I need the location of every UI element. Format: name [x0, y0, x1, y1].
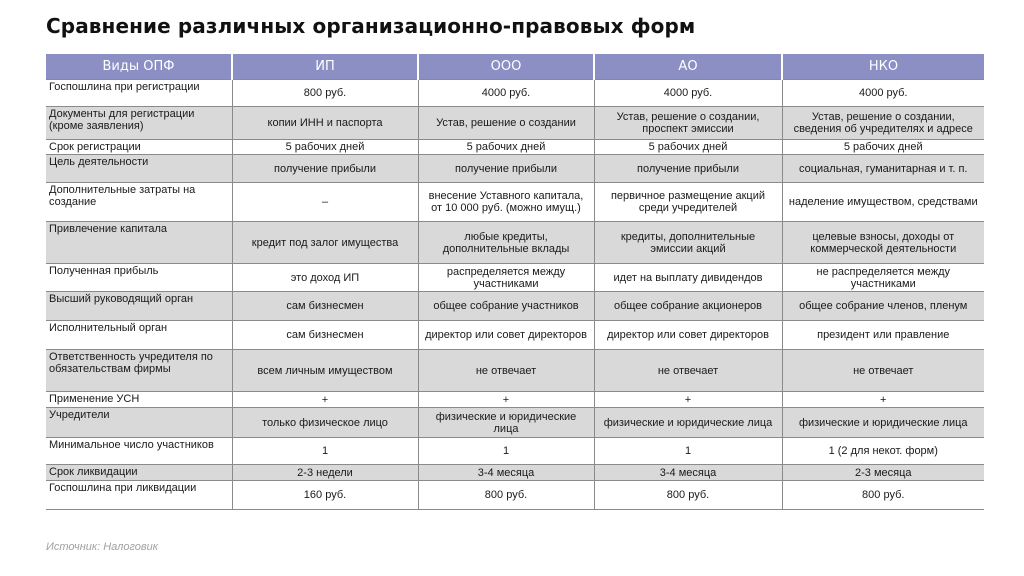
- table-cell: физические и юридические лица: [782, 408, 984, 438]
- table-cell: сам бизнесмен: [232, 292, 418, 321]
- table-cell: кредит под залог имущества: [232, 222, 418, 264]
- table-cell: не распределяется между участниками: [782, 264, 984, 292]
- table-cell: 2-3 месяца: [782, 465, 984, 481]
- row-label: Высший руководящий орган: [46, 292, 232, 321]
- table-cell: +: [782, 392, 984, 408]
- table-cell: получение прибыли: [418, 155, 594, 183]
- table-cell: 800 руб.: [418, 481, 594, 510]
- table-cell: 4000 руб.: [418, 80, 594, 107]
- table-cell: +: [232, 392, 418, 408]
- table-cell: 4000 руб.: [594, 80, 782, 107]
- table-cell: 5 рабочих дней: [232, 140, 418, 155]
- row-label: Срок регистрации: [46, 140, 232, 155]
- header-cell-ooo: ООО: [418, 54, 594, 80]
- table-cell: всем личным имуществом: [232, 350, 418, 392]
- table-cell: не отвечает: [418, 350, 594, 392]
- row-label: Полученная прибыль: [46, 264, 232, 292]
- table-cell: 2-3 недели: [232, 465, 418, 481]
- table-cell: только физическое лицо: [232, 408, 418, 438]
- table-cell: кредиты, дополнительные эмиссии акций: [594, 222, 782, 264]
- table-row: [46, 140, 984, 155]
- table-cell: это доход ИП: [232, 264, 418, 292]
- row-label: Применение УСН: [46, 392, 232, 408]
- table-row: [46, 80, 984, 107]
- table-row: [46, 264, 984, 292]
- table-cell: –: [232, 183, 418, 222]
- table-cell: социальная, гуманитарная и т. п.: [782, 155, 984, 183]
- table-cell: любые кредиты, дополнительные вклады: [418, 222, 594, 264]
- table-cell: Устав, решение о создании, сведения об учредителях и адресе: [782, 107, 984, 140]
- table-cell: Устав, решение о создании, проспект эмиссии: [594, 107, 782, 140]
- table-row: [46, 392, 984, 408]
- table-cell: общее собрание акционеров: [594, 292, 782, 321]
- row-label: Цель деятельности: [46, 155, 232, 183]
- table-cell: общее собрание членов, пленум: [782, 292, 984, 321]
- table-row: [46, 465, 984, 481]
- table-cell: целевые взносы, доходы от коммерческой деятельности: [782, 222, 984, 264]
- table-cell: 800 руб.: [232, 80, 418, 107]
- page-title: Сравнение различных организационно-правовых форм: [46, 14, 696, 38]
- table-cell: президент или правление: [782, 321, 984, 350]
- row-label: Дополнительные затраты на создание: [46, 183, 232, 222]
- table-cell: физические и юридические лица: [418, 408, 594, 438]
- table-cell: 5 рабочих дней: [418, 140, 594, 155]
- row-label: Госпошлина при ликвидации: [46, 481, 232, 510]
- table-row: [46, 222, 984, 264]
- table-row: [46, 292, 984, 321]
- table-row: [46, 438, 984, 465]
- table-cell: 1: [418, 438, 594, 465]
- table-cell: первичное размещение акций среди учредителей: [594, 183, 782, 222]
- table-row: [46, 321, 984, 350]
- table-header-row: [46, 54, 984, 80]
- table-cell: наделение имуществом, средствами: [782, 183, 984, 222]
- row-label: Ответственность учредителя по обязательствам фирмы: [46, 350, 232, 392]
- table-row: [46, 350, 984, 392]
- table-cell: физические и юридические лица: [594, 408, 782, 438]
- table-cell: распределяется между участниками: [418, 264, 594, 292]
- table-cell: 800 руб.: [594, 481, 782, 510]
- row-label: Госпошлина при регистрации: [46, 80, 232, 107]
- table-cell: 3-4 месяца: [594, 465, 782, 481]
- row-label: Привлечение капитала: [46, 222, 232, 264]
- table-cell: сам бизнесмен: [232, 321, 418, 350]
- table-cell: не отвечает: [782, 350, 984, 392]
- table-cell: +: [594, 392, 782, 408]
- table-row: [46, 155, 984, 183]
- table-cell: 1: [594, 438, 782, 465]
- table-cell: +: [418, 392, 594, 408]
- row-label: Срок ликвидации: [46, 465, 232, 481]
- header-cell-ip: ИП: [232, 54, 418, 80]
- table-cell: 1: [232, 438, 418, 465]
- table-cell: директор или совет директоров: [418, 321, 594, 350]
- table-row: [46, 481, 984, 510]
- table-cell: идет на выплату дивидендов: [594, 264, 782, 292]
- table-cell: 5 рабочих дней: [782, 140, 984, 155]
- header-cell-ao: АО: [594, 54, 782, 80]
- table-cell: получение прибыли: [594, 155, 782, 183]
- row-label: Учредители: [46, 408, 232, 438]
- table-row: [46, 408, 984, 438]
- table-cell: Устав, решение о создании: [418, 107, 594, 140]
- table-cell: получение прибыли: [232, 155, 418, 183]
- header-cell-nko: НКО: [782, 54, 984, 80]
- row-label: Исполнительный орган: [46, 321, 232, 350]
- header-cell-opf-types: Виды ОПФ: [46, 54, 232, 80]
- row-label: Минимальное число участников: [46, 438, 232, 465]
- table-row: [46, 107, 984, 140]
- table-cell: общее собрание участников: [418, 292, 594, 321]
- table-cell: не отвечает: [594, 350, 782, 392]
- table-cell: 4000 руб.: [782, 80, 984, 107]
- table-cell: 1 (2 для некот. форм): [782, 438, 984, 465]
- table-cell: внесение Уставного капитала, от 10 000 руб. (можно имущ.): [418, 183, 594, 222]
- table-cell: 160 руб.: [232, 481, 418, 510]
- table-cell: 3-4 месяца: [418, 465, 594, 481]
- table-cell: директор или совет директоров: [594, 321, 782, 350]
- comparison-table: [46, 54, 984, 510]
- table-cell: копии ИНН и паспорта: [232, 107, 418, 140]
- source-caption: Источник: Налоговик: [46, 541, 158, 553]
- table-cell: 5 рабочих дней: [594, 140, 782, 155]
- row-label: Документы для регистрации (кроме заявления): [46, 107, 232, 140]
- table-row: [46, 183, 984, 222]
- table-cell: 800 руб.: [782, 481, 984, 510]
